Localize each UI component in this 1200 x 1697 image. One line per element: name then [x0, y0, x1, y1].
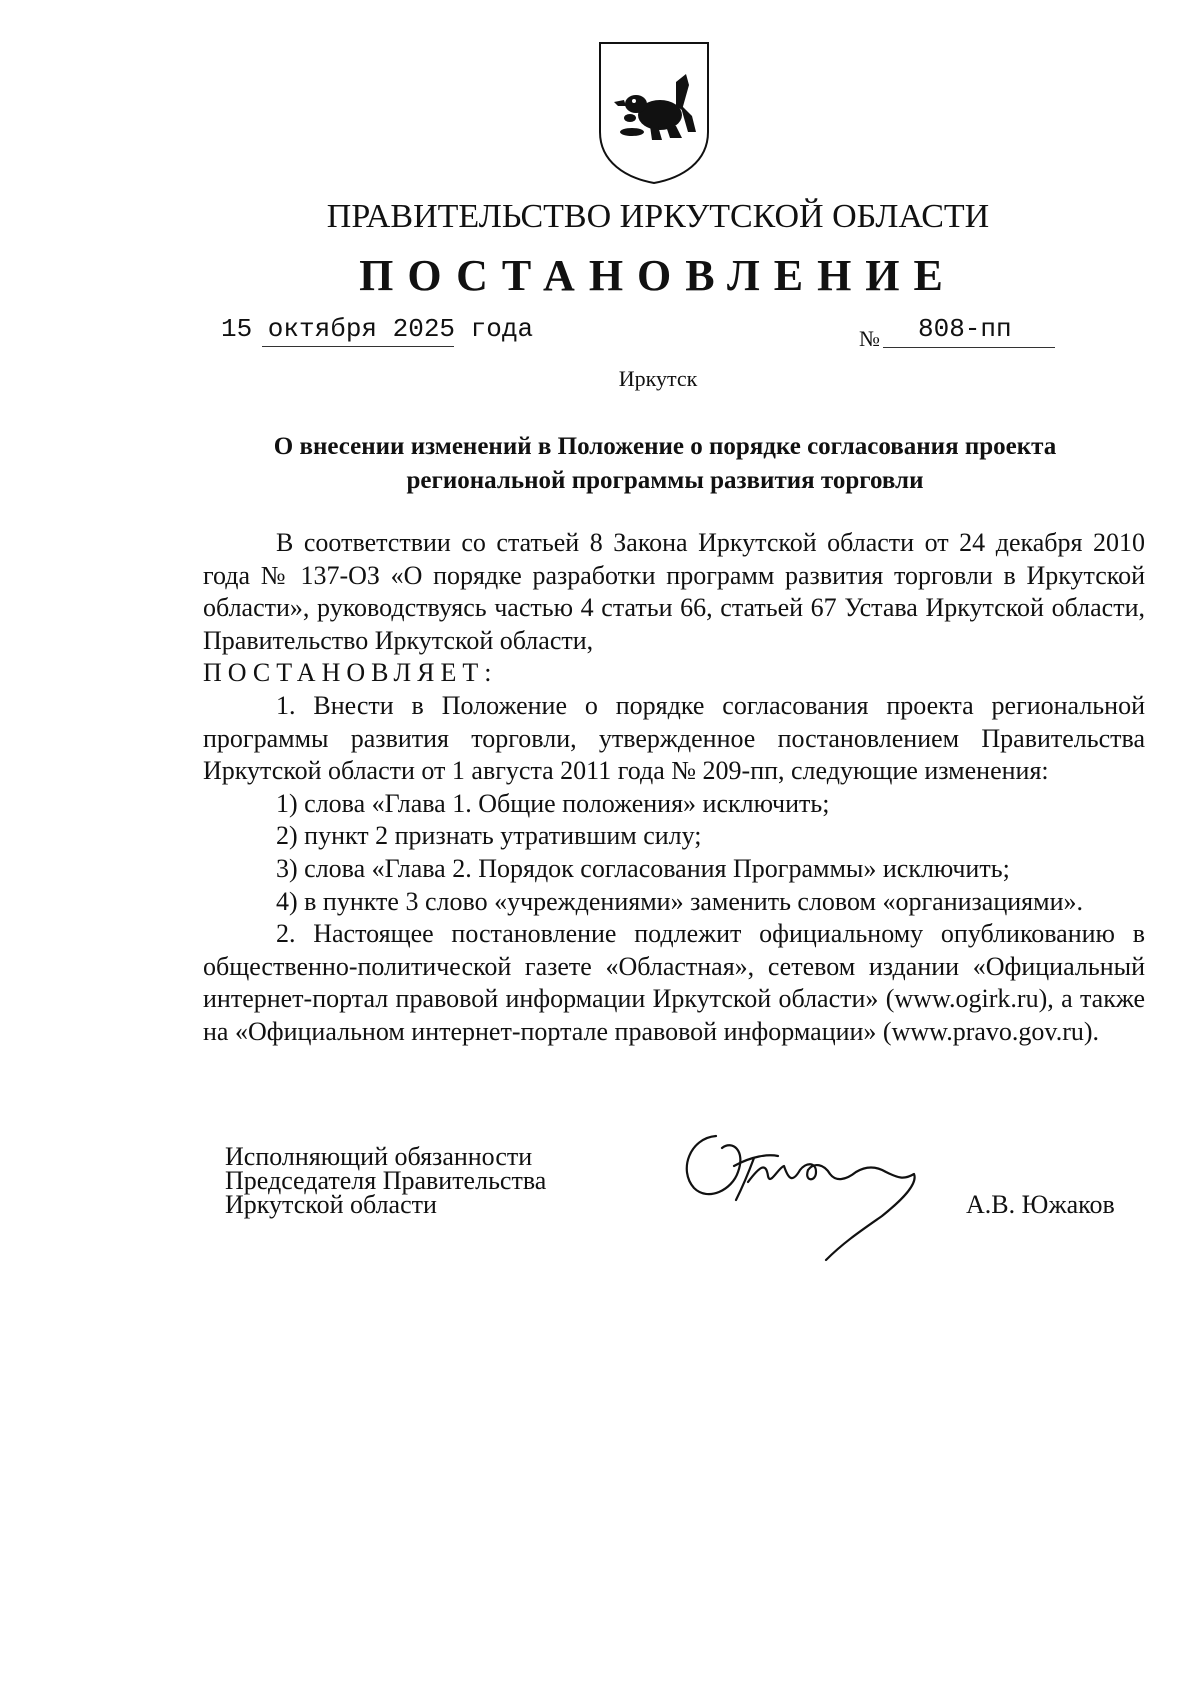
position-line: Исполняющий обязанности: [225, 1142, 533, 1171]
signature-icon: [676, 1126, 942, 1266]
number-underline: [883, 347, 1055, 348]
date-underline: [262, 346, 454, 347]
document-date: 15 октября 2025 года: [221, 314, 534, 344]
position-line: Председателя Правительства: [225, 1166, 547, 1195]
list-item: 2) пункт 2 признать утратившим силу;: [276, 821, 702, 851]
list-item: 3) слова «Глава 2. Порядок согласования Программы» исключить;: [276, 853, 1010, 883]
number-sign: №: [859, 326, 880, 351]
coat-of-arms-icon: [596, 40, 712, 186]
list-item: 1) слова «Глава 1. Общие положения» исключить;: [276, 788, 830, 818]
organization-name: ПРАВИТЕЛЬСТВО ИРКУТСКОЙ ОБЛАСТИ: [326, 198, 990, 235]
document-number: 808-пп: [918, 314, 1012, 344]
signatory-position: [225, 1142, 547, 1219]
document-body: [203, 527, 1145, 1049]
title-line-2: региональной программы развития торговли: [406, 467, 924, 494]
list-item: 4) в пункте 3 слово «учреждениями» заменить словом «организациями».: [276, 886, 1083, 916]
title-line-1: О внесении изменений в Положение о порядке согласования проекта: [273, 433, 1057, 460]
resolves-word: ПОСТАНОВЛЯЕТ:: [203, 658, 498, 688]
document-title: [210, 430, 1120, 498]
document-city: Иркутск: [618, 366, 698, 391]
clause-2: 2. Настоящее постановление подлежит официальному опубликованию в общественно-политической газете «Областная», сетевом издании «Официальный интернет-портал правовой информации Иркутской области» (www.ogirk.ru), а также на «Официальном интернет-портале правовой информации» (www.pravo.gov.ru).: [203, 919, 1145, 1046]
document-type: ПОСТАНОВЛЕНИЕ: [359, 251, 957, 300]
preamble-paragraph: В соответствии со статьей 8 Закона Иркутской области от 24 декабря 2010 года № 137-ОЗ «О порядке разработки программ развития торговли в Иркутской области», руководствуясь частью 4 статьи 66, статьей 67 Устава Иркутской области, Правительство Иркутской области,: [203, 528, 1145, 655]
position-line: Иркутской области: [225, 1190, 437, 1219]
signatory-name: А.В. Южаков: [966, 1190, 1115, 1219]
clause-1: 1. Внести в Положение о порядке согласования проекта региональной программы развития торговли, утвержденное постановлением Правительства Иркутской области от 1 августа 2011 года № 209-пп, следующие изменения:: [203, 690, 1145, 786]
